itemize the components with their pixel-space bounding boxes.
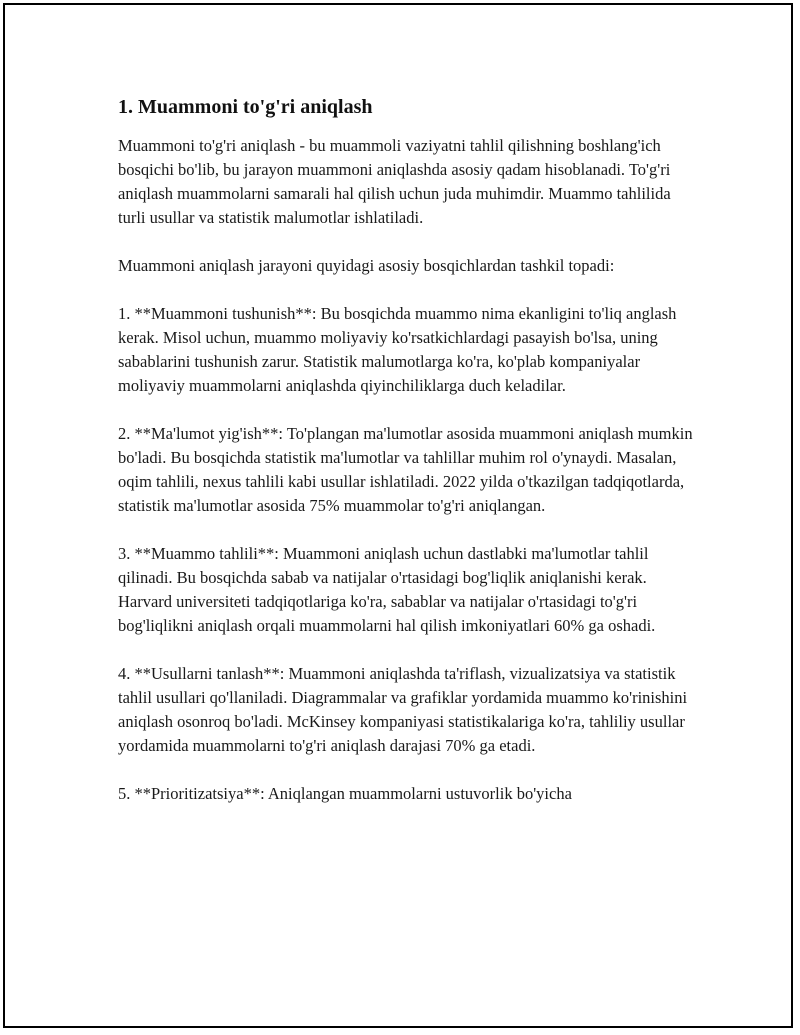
intro-paragraph: Muammoni to'g'ri aniqlash - bu muammoli vaziyatni tahlil qilishning boshlang'ich bosqichi bo'lib, bu jarayon muammoni aniqlashda asosiy qadam hisoblanadi. To'g'ri aniqlash muammolarni samarali hal qilish uchun juda muhimdir. Muammo tahlilida turli usullar va statistik malumotlar ishlatiladi. [118,136,671,227]
step-3-paragraph: 3. **Muammo tahlili**: Muammoni aniqlash uchun dastlabki ma'lumotlar tahlil qilinadi. Bu bosqichda sabab va natijalar o'rtasidagi bog'liqlik aniqlanishi kerak. Harvard universiteti tadqiqotlariga ko'ra, sabablar va natijalar o'rtasidagi to'g'ri bog'liqlikni aniqlash orqali muammolarni hal qilish imkoniyatlari 60% ga oshadi. [118,544,656,635]
steps-intro-paragraph: Muammoni aniqlash jarayoni quyidagi asosiy bosqichlardan tashkil topadi: [118,256,615,275]
step-2-paragraph: 2. **Ma'lumot yig'ish**: To'plangan ma'lumotlar asosida muammoni aniqlash mumkin bo'ladi. Bu bosqichda statistik ma'lumotlar va tahlillar muhim rol o'ynaydi. Masalan, oqim tahlili, nexus tahlili kabi usullar ishlatiladi. 2022 yilda o'tkazilgan tadqiqotlarda, statistik ma'lumotlar asosida 75% muammolar to'g'ri aniqlangan. [118,424,693,515]
document-body [118,94,698,806]
step-4-paragraph: 4. **Usullarni tanlash**: Muammoni aniqlashda ta'riflash, vizualizatsiya va statistik tahlil usullari qo'llaniladi. Diagrammalar va grafiklar yordamida muammo ko'rinishini aniqlash osonroq bo'ladi. McKinsey kompaniyasi statistikalariga ko'ra, tahliliy usullar yordamida muammolarni to'g'ri aniqlash darajasi 70% ga etadi. [118,664,688,755]
section-heading: 1. Muammoni to'g'ri aniqlash [118,96,373,118]
step-5-paragraph: 5. **Prioritizatsiya**: Aniqlangan muammolarni ustuvorlik bo'yicha [118,784,572,803]
step-1-paragraph: 1. **Muammoni tushunish**: Bu bosqichda muammo nima ekanligini to'liq anglash kerak. Misol uchun, muammo moliyaviy ko'rsatkichlardagi pasayish bo'lsa, uning sabablarini tushunish zarur. Statistik malumotlarga ko'ra, ko'plab kompaniyalar moliyaviy muammolarni aniqlashda qiyinchiliklarga duch keladilar. [118,304,677,395]
